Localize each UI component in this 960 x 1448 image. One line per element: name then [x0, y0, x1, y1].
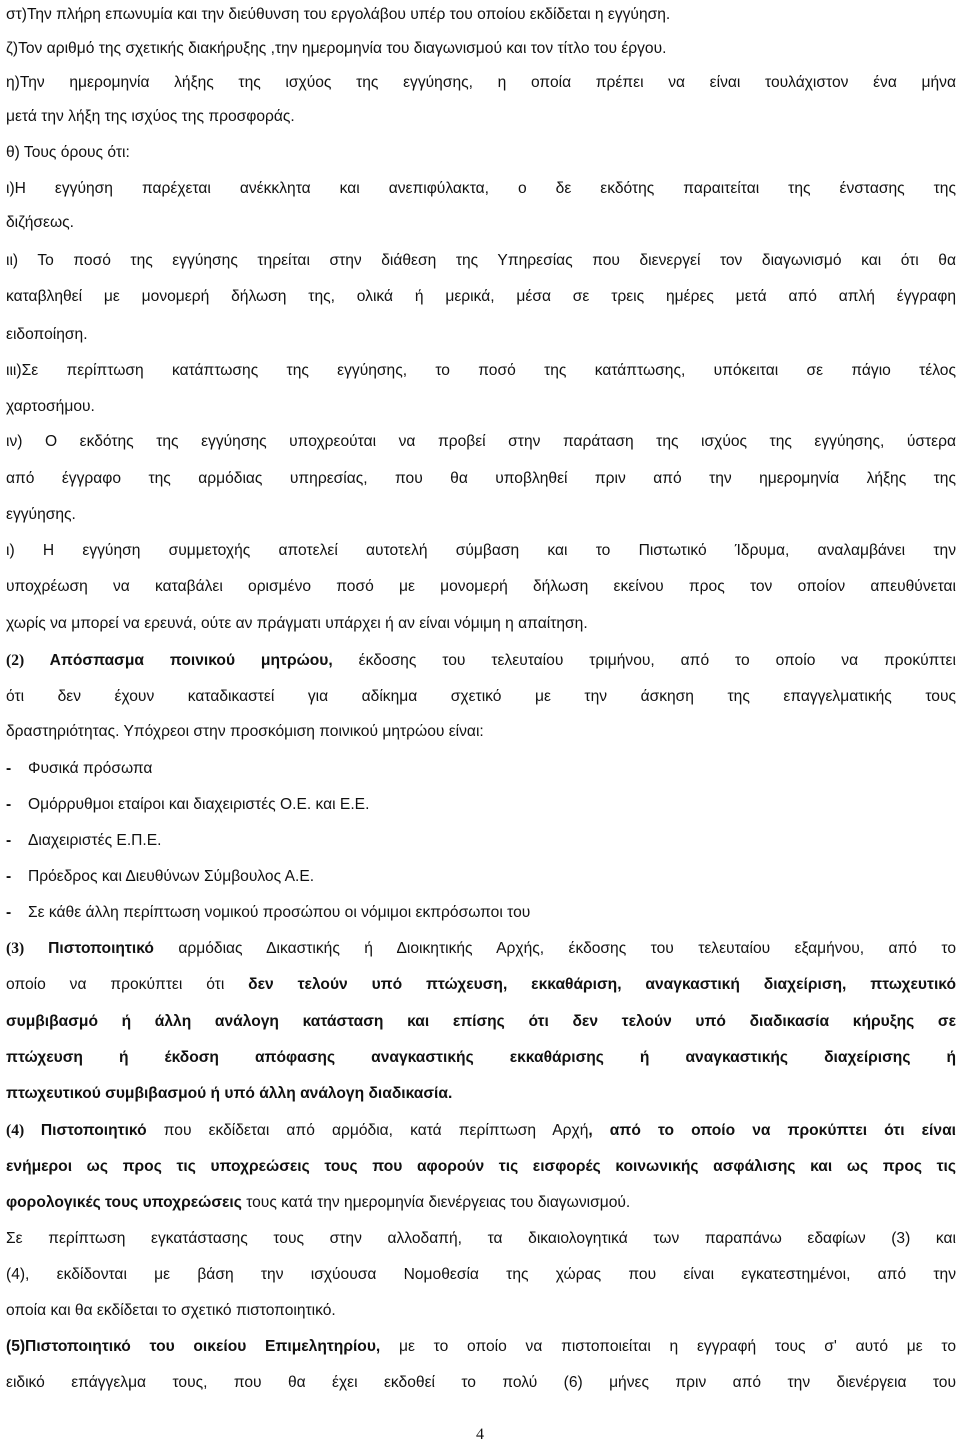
line-text: ιι) Το ποσό της εγγύησης τηρείται στην διάθεση της Υπηρεσίας που διενεργεί τον διαγωνισμό και ότι θα: [6, 252, 956, 269]
line-text: από έγγραφο της αρμόδιας υπηρεσίας, που θα υποβληθεί πριν από την ημερομηνία λήξης της: [6, 470, 956, 487]
bold-text: συμβιβασμό ή άλλη ανάλογη κατάσταση και επίσης ότι δεν τελούν υπό διαδικασία κήρυξης σε: [6, 1013, 956, 1030]
section-number: (3): [6, 940, 49, 957]
line-text: που εκδίδεται από αρμόδια, κατά περίπτωση Αρχή: [146, 1122, 589, 1139]
text-line: [6, 179, 956, 199]
bullet-marker: -: [6, 868, 12, 885]
text-line: [6, 469, 956, 489]
text-line: [6, 903, 956, 923]
text-line: [6, 795, 956, 815]
line-text: Πρόεδρος και Διευθύνων Σύμβουλος Α.Ε.: [28, 868, 315, 885]
line-text: με το οποίο να πιστοποιείται η εγγραφή τους σ' αυτό με το: [380, 1338, 956, 1355]
line-text: ειδοποίηση.: [6, 326, 88, 343]
text-line: [6, 1301, 956, 1321]
bold-text: πτώχευση ή έκδοση απόφασης αναγκαστικής εκκαθάρισης ή αναγκαστικής διαχείρισης ή: [6, 1049, 956, 1066]
line-text: ι)Η εγγύηση παρέχεται ανέκκλητα και ανεπιφύλακτα, ο δε εκδότης παραιτείται της ένστασης της: [6, 180, 956, 197]
text-line: [6, 107, 956, 127]
text-line: [6, 5, 956, 25]
line-text: καταβληθεί με μονομερή δήλωση της, ολικά ή μερικά, μέσα σε τρεις ημέρες μετά από απλή έγγραφη: [6, 288, 956, 305]
line-text: (4), εκδίδονται με βάση την ισχύουσα Νομοθεσία της χώρας που είναι εγκατεστημένοι, από την: [6, 1266, 956, 1283]
bold-text: , από το οποίο να προκύπτει ότι είναι: [588, 1122, 956, 1139]
text-line: [6, 541, 956, 561]
bold-text: πτωχευτικού συμβιβασμού ή υπό άλλη ανάλογη διαδικασία.: [6, 1085, 453, 1102]
line-text: ότι δεν έχουν καταδικαστεί για αδίκημα σχετικό με την άσκηση της επαγγελματικής τους: [6, 688, 956, 705]
bullet-marker: -: [6, 904, 12, 921]
text-line: [6, 325, 956, 345]
line-text: ι) Η εγγύηση συμμετοχής αποτελεί αυτοτελή σύμβαση και το Πιστωτικό Ίδρυμα, αναλαμβάνει την: [6, 542, 956, 559]
text-line: [6, 651, 956, 671]
section-number: (2): [6, 652, 50, 669]
line-text: χαρτοσήμου.: [6, 398, 95, 415]
bold-text: ενήμεροι ως προς τις υποχρεώσεις τους που αφορούν τις εισφορές κοινωνικής ασφάλισης και ως προς τις: [6, 1158, 956, 1175]
bold-text: δεν τελούν υπό πτώχευση, εκκαθάριση, αναγκαστική διαχείριση, πτωχευτικό: [248, 976, 956, 993]
line-text: οποία και θα εκδίδεται το σχετικό πιστοποιητικό.: [6, 1302, 336, 1319]
text-line: [6, 1373, 956, 1393]
text-line: [6, 213, 956, 233]
page-number: 4: [476, 1426, 484, 1443]
text-line: [6, 831, 956, 851]
text-line: [6, 614, 956, 634]
bullet-marker: -: [6, 796, 12, 813]
bold-heading: (5)Πιστοποιητικό του οικείου Επιμελητηρίου,: [6, 1338, 381, 1355]
text-line: [6, 1265, 956, 1285]
text-line: [6, 1121, 956, 1141]
text-line: [6, 722, 956, 742]
bullet-marker: -: [6, 832, 12, 849]
line-text: θ) Τους όρους ότι:: [6, 144, 130, 161]
text-line: [6, 39, 956, 59]
text-line: [6, 251, 956, 271]
text-line: [6, 1157, 956, 1177]
line-text: τους κατά την ημερομηνία διενέργειας του διαγωνισμού.: [241, 1194, 631, 1211]
text-line: [6, 1229, 956, 1249]
line-text: ιν) Ο εκδότης της εγγύησης υποχρεούται να προβεί στην παράταση της ισχύος της εγγύησης, ύστερα: [6, 433, 956, 450]
bullet-marker: -: [6, 760, 12, 777]
line-text: έκδοσης του τελευταίου τριμήνου, από το οποίο να προκύπτει: [332, 652, 956, 669]
text-line: [6, 73, 956, 93]
text-line: [6, 143, 956, 163]
text-line: [6, 361, 956, 381]
line-text: στ)Την πλήρη επωνυμία και την διεύθυνση του εργολάβου υπέρ του οποίου εκδίδεται η εγγύηση.: [6, 6, 671, 23]
line-text: δραστηριότητας. Υπόχρεοι στην προσκόμιση ποινικού μητρώου είναι:: [6, 723, 484, 740]
text-line: [6, 397, 956, 417]
line-text: υποχρέωση να καταβάλει ορισμένο ποσό με μονομερή δήλωση εκείνου προς τον οποίον απευθύνεται: [6, 578, 956, 595]
text-line: [6, 759, 956, 779]
line-text: Φυσικά πρόσωπα: [28, 760, 153, 777]
text-line: [6, 1337, 956, 1357]
bold-heading: Απόσπασμα ποινικού μητρώου,: [49, 652, 333, 669]
text-line: [6, 505, 956, 525]
line-text: μετά την λήξη της ισχύος της προσφοράς.: [6, 108, 295, 125]
line-text: διζήσεως.: [6, 214, 75, 231]
text-line: [6, 867, 956, 887]
text-line: [6, 1012, 956, 1032]
line-text: οποίο να προκύπτει ότι: [6, 976, 249, 993]
text-line: [6, 939, 956, 959]
line-text: ζ)Τον αριθμό της σχετικής διακήρυξης ,την ημερομηνία του διαγωνισμού και τον τίτλο του έργου.: [6, 40, 667, 57]
bold-heading: φορολογικές τους υποχρεώσεις: [6, 1194, 242, 1211]
line-text: Σε περίπτωση εγκατάστασης τους στην αλλοδαπή, τα δικαιολογητικά των παραπάνω εδαφίων (3) και: [6, 1230, 956, 1247]
section-number: (4): [6, 1122, 41, 1139]
text-line: [6, 287, 956, 307]
line-text: εγγύησης.: [6, 506, 76, 523]
text-line: [6, 1193, 956, 1213]
line-text: Διαχειριστές Ε.Π.Ε.: [28, 832, 162, 849]
line-text: ειδικό επάγγελμα τους, που θα έχει εκδοθεί το πολύ (6) μήνες πριν από την διενέργεια του: [6, 1374, 956, 1391]
bold-heading: Πιστοποιητικό: [48, 940, 154, 957]
line-text: αρμόδιας Δικαστικής ή Διοικητικής Αρχής, έκδοσης του τελευταίου εξαμήνου, από το: [153, 940, 956, 957]
line-text: Ομόρρυθμοι εταίροι και διαχειριστές Ο.Ε. και Ε.Ε.: [28, 796, 370, 813]
line-text: χωρίς να μπορεί να ερευνά, ούτε αν πράγματι υπάρχει ή αν είναι νόμιμη η απαίτηση.: [6, 615, 588, 632]
text-line: [6, 1048, 956, 1068]
bold-heading: Πιστοποιητικό: [40, 1122, 147, 1139]
line-text: ιιι)Σε περίπτωση κατάπτωσης της εγγύησης, το ποσό της κατάπτωσης, υπόκειται σε πάγιο τέλος: [6, 362, 956, 379]
text-line: [6, 432, 956, 452]
text-line: [6, 975, 956, 995]
text-line: [6, 1084, 956, 1104]
line-text: Σε κάθε άλλη περίπτωση νομικού προσώπου οι νόμιμοι εκπρόσωποι του: [28, 904, 531, 921]
text-line: [6, 577, 956, 597]
text-line: [6, 687, 956, 707]
line-text: η)Την ημερομηνία λήξης της ισχύος της εγγύησης, η οποία πρέπει να είναι τουλάχιστον ένα μήνα: [6, 74, 956, 91]
